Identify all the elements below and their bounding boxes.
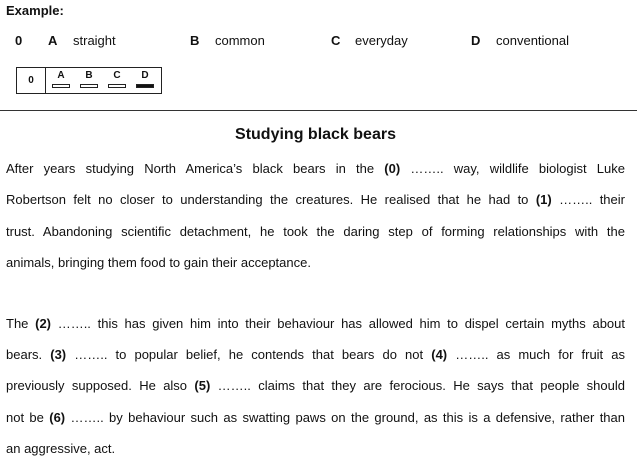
text-segment: …….. as much for fruit as — [447, 347, 625, 362]
text-segment: not be — [6, 410, 50, 425]
example-options-row — [0, 33, 637, 51]
text-segment: The — [6, 316, 36, 331]
answer-box-d[interactable] — [135, 70, 155, 88]
paragraph-2-line — [6, 347, 625, 363]
answer-box-a-mark — [52, 84, 70, 88]
answer-sheet-number: 0 — [17, 68, 46, 93]
paragraph-1-line — [6, 255, 625, 271]
text-segment: bears. — [6, 347, 51, 362]
text-segment: …….. claims that they are ferocious. He says that people should — [210, 378, 625, 393]
gap-marker-6: (6) — [49, 410, 66, 425]
text-segment: an aggressive, act. — [6, 441, 116, 456]
gap-marker-4: (4) — [431, 347, 448, 362]
answer-box-c-mark — [108, 84, 126, 88]
option-b-word: common — [215, 33, 265, 48]
text-segment: animals, bringing them food to gain their acceptance. — [6, 255, 311, 270]
paragraph-2-line — [6, 410, 625, 426]
text-segment: …….. by behaviour such as swatting paws on the ground, as this is a defensive, rather than — [65, 410, 625, 425]
gap-marker-2: (2) — [35, 316, 51, 331]
answer-box-d-mark — [136, 84, 154, 88]
answer-box-b[interactable] — [79, 70, 99, 88]
paragraph-2-line — [6, 316, 625, 332]
gap-marker-5: (5) — [194, 378, 211, 393]
answer-box-b-letter: B — [85, 70, 93, 81]
example-heading: Example: — [6, 3, 64, 18]
article-title: Studying black bears — [235, 126, 396, 143]
paragraph-2-line — [6, 378, 625, 394]
paragraph-1-line — [6, 192, 625, 208]
gap-marker-1: (1) — [535, 192, 552, 207]
text-segment: trust. Abandoning scientific detachment, he took the daring step of forming relationships with the — [6, 224, 625, 239]
text-segment: previously supposed. He also — [6, 378, 195, 393]
answer-box-d-letter: D — [141, 70, 149, 81]
answer-box-a[interactable] — [51, 70, 71, 88]
answer-sheet-example — [16, 67, 162, 94]
text-segment: …….. this has given him into their behaviour has allowed him to dispel certain myths about — [51, 316, 625, 331]
gap-marker-3: (3) — [50, 347, 67, 362]
option-d-letter: D — [471, 33, 481, 48]
section-divider — [0, 110, 637, 111]
text-segment: After years studying North America’s black bears in the — [6, 161, 385, 176]
text-segment: …….. way, wildlife biologist Luke — [400, 161, 625, 176]
text-segment: Robertson felt no closer to understanding the creatures. He realised that he had to — [6, 192, 536, 207]
answer-box-c[interactable] — [107, 70, 127, 88]
text-segment: …….. their — [551, 192, 625, 207]
option-c-word: everyday — [355, 33, 408, 48]
answer-box-b-mark — [80, 84, 98, 88]
example-number: 0 — [15, 33, 23, 48]
paragraph-1-line — [6, 161, 625, 177]
option-d-word: conventional — [496, 33, 569, 48]
paragraph-2-line — [6, 441, 625, 457]
answer-box-a-letter: A — [57, 70, 65, 81]
option-c-letter: C — [331, 33, 341, 48]
option-a-word: straight — [73, 33, 116, 48]
gap-marker-0: (0) — [384, 161, 401, 176]
option-a-letter: A — [48, 33, 58, 48]
paragraph-1-line — [6, 224, 625, 240]
text-segment: …….. to popular belief, he contends that bears do not — [66, 347, 432, 362]
option-b-letter: B — [190, 33, 200, 48]
answer-box-c-letter: C — [113, 70, 121, 81]
